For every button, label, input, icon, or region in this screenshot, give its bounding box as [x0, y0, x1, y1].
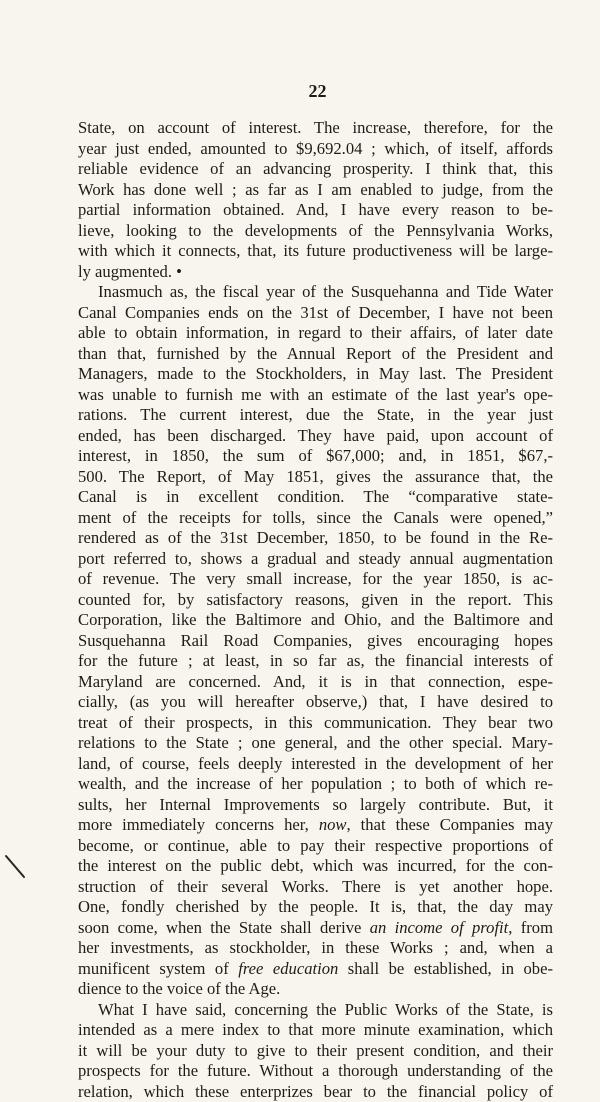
text-line: lieve, looking to the developments of the Pennsylvania Works,	[78, 221, 553, 242]
text-line: counted for, by satisfactory reasons, given in the report. This	[78, 590, 553, 611]
text-line: cially, (as you will hereafter observe,) that, I have desired to	[78, 692, 553, 713]
text-line: Susquehanna Rail Road Companies, gives encouraging hopes	[78, 631, 553, 652]
text-line: struction of their several Works. There is yet another hope.	[78, 877, 553, 898]
text-line: for the future ; at least, in so far as, the financial interests of	[78, 651, 553, 672]
text-line: sults, her Internal Improvements so largely contribute. But, it	[78, 795, 553, 816]
text-line: prospects for the future. Without a thorough understanding of the	[78, 1061, 553, 1082]
text-line: interest, in 1850, the sum of $67,000; and, in 1851, $67,-	[78, 446, 553, 467]
text-line: One, fondly cherished by the people. It is, that, the day may	[78, 897, 553, 918]
text-line: partial information obtained. And, I have every reason to be-	[78, 200, 553, 221]
text-line: State, on account of interest. The increase, therefore, for the	[78, 118, 553, 139]
text-line: ment of the receipts for tolls, since the Canals were opened,”	[78, 508, 553, 529]
text-line: Managers, made to the Stockholders, in May last. The President	[78, 364, 553, 385]
text-line: with which it connects, that, its future productiveness will be large-	[78, 241, 553, 262]
text-line: Work has done well ; as far as I am enabled to judge, from the	[78, 180, 553, 201]
text-line: year just ended, amounted to $9,692.04 ; which, of itself, affords	[78, 139, 553, 160]
text-line: Canal Companies ends on the 31st of December, I have not been	[78, 303, 553, 324]
text-line: ended, has been discharged. They have paid, upon account of	[78, 426, 553, 447]
text-line: port referred to, shows a gradual and steady annual augmentation	[78, 549, 553, 570]
text-line: was unable to furnish me with an estimate of the last year's ope-	[78, 385, 553, 406]
text-line: dience to the voice of the Age.	[78, 979, 553, 1000]
text-line: relation, which these enterprizes bear to the financial policy of	[78, 1082, 553, 1102]
text-line: wealth, and the increase of her population ; to both of which re-	[78, 774, 553, 795]
text-line: What I have said, concerning the Public Works of the State, is	[78, 1000, 553, 1021]
text-line: than that, furnished by the Annual Report of the President and	[78, 344, 553, 365]
text-line: become, or continue, able to pay their respective proportions of	[78, 836, 553, 857]
text-line: it will be your duty to give to their present condition, and their	[78, 1041, 553, 1062]
text-line: 500. The Report, of May 1851, gives the assurance that, the	[78, 467, 553, 488]
page-number: 22	[0, 82, 600, 100]
margin-pencil-mark	[2, 853, 32, 883]
text-line: intended as a mere index to that more minute examination, which	[78, 1020, 553, 1041]
text-line: Maryland are concerned. And, it is in that connection, espe-	[78, 672, 553, 693]
body-text	[78, 118, 553, 1102]
text-line: rations. The current interest, due the State, in the year just	[78, 405, 553, 426]
text-line: Corporation, like the Baltimore and Ohio, and the Baltimore and	[78, 610, 553, 631]
text-line: Canal is in excellent condition. The “comparative state-	[78, 487, 553, 508]
text-line: land, of course, feels deeply interested in the development of her	[78, 754, 553, 775]
text-line: munificent system of free education shall be established, in obe-	[78, 959, 553, 980]
text-line: her investments, as stockholder, in these Works ; and, when a	[78, 938, 553, 959]
text-line: the interest on the public debt, which was incurred, for the con-	[78, 856, 553, 877]
text-line: more immediately concerns her, now, that these Companies may	[78, 815, 553, 836]
text-line: ly augmented. •	[78, 262, 553, 283]
text-line: soon come, when the State shall derive an income of profit, from	[78, 918, 553, 939]
text-line: relations to the State ; one general, and the other special. Mary-	[78, 733, 553, 754]
text-line: of revenue. The very small increase, for the year 1850, is ac-	[78, 569, 553, 590]
text-line: rendered as of the 31st December, 1850, to be found in the Re-	[78, 528, 553, 549]
text-line: able to obtain information, in regard to their affairs, of later date	[78, 323, 553, 344]
text-line: treat of their prospects, in this communication. They bear two	[78, 713, 553, 734]
text-line: Inasmuch as, the fiscal year of the Susquehanna and Tide Water	[78, 282, 553, 303]
text-line: reliable evidence of an advancing prosperity. I think that, this	[78, 159, 553, 180]
